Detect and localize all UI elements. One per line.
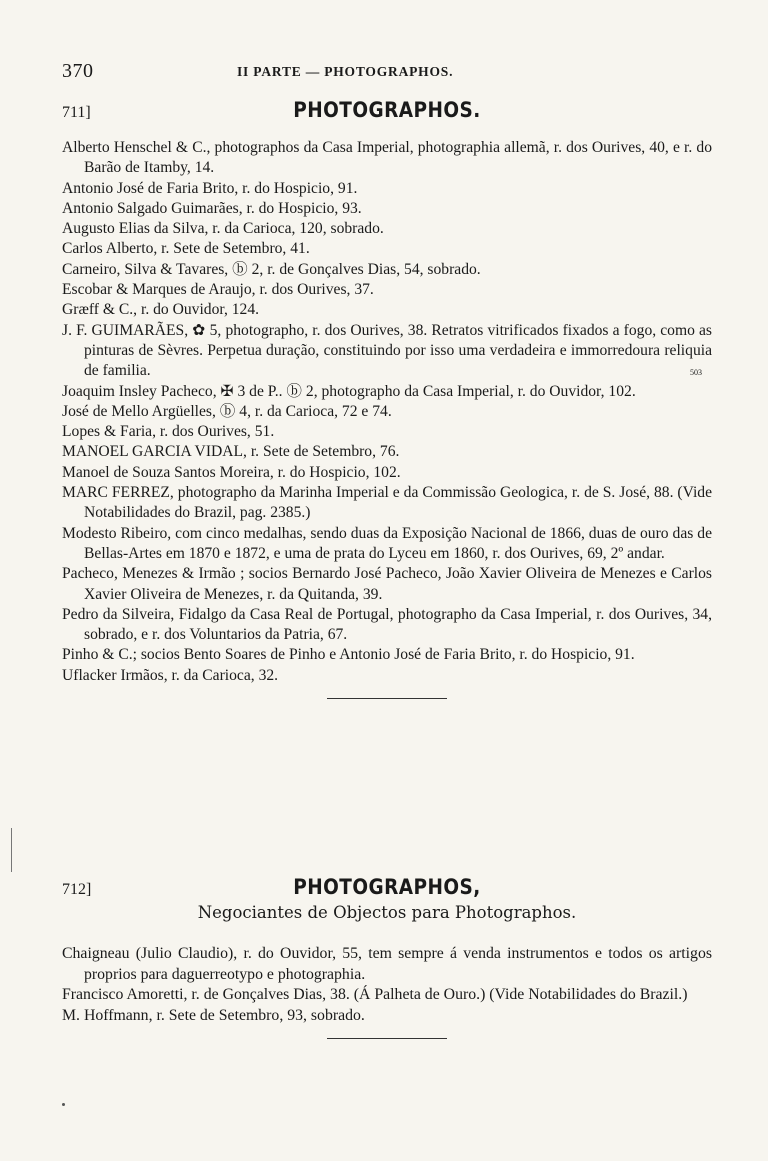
- entry-arguelles: José de Mello Argüelles, ⓑ 4, r. da Carioca, 72 e 74.: [62, 402, 392, 420]
- entry-salgado: Antonio Salgado Guimarães, r. do Hospicio, 93.: [62, 199, 362, 217]
- page-number: 370: [62, 60, 94, 82]
- entry-carlos-alberto: Carlos Alberto, r. Sete de Setembro, 41.: [62, 240, 310, 258]
- section-number: 711]: [62, 104, 91, 121]
- section-712: [62, 873, 712, 1039]
- entry-pinho: Pinho & C.; socios Bento Soares de Pinho e Antonio José de Faria Brito, r. do Hospicio, 91.: [62, 646, 635, 664]
- entry-marc-ferrez: MARC FERREZ, photographo da Marinha Imperial e da Commissão Geologica, r. de S. José, 88. (Vide Notabilidades do Brazil, pag. 2385.): [62, 484, 712, 522]
- ink-speck: [62, 1103, 65, 1106]
- section-711-entries: [62, 138, 712, 686]
- running-header: [62, 60, 712, 86]
- margin-mark: [11, 828, 12, 872]
- entry-hoffmann: M. Hoffmann, r. Sete de Setembro, 93, sobrado.: [62, 1006, 365, 1024]
- entry-uflacker: Uflacker Irmãos, r. da Carioca, 32.: [62, 666, 279, 684]
- section-divider-rule: [327, 698, 447, 699]
- section-711-heading: [62, 96, 712, 130]
- section-title: PHOTOGRAPHOS,: [293, 875, 481, 899]
- entry-modesto-ribeiro: Modesto Ribeiro, com cinco medalhas, sendo duas da Exposição Nacional de 1866, duas de ouro das de Bellas-Artes em 1870 e 1872, e uma de prata do Lyceu em 1860, r. dos Ourives, 69, 2º andar.: [62, 524, 712, 562]
- entry-guimaraes: J. F. GUIMARÃES, ✿ 5, photographo, r. dos Ourives, 38. Retratos vitrificados fixados a fogo, como as pinturas de Sèvres. Perpetua duração, constituindo por isso uma verdadeira e immorredoura reliquia de familia. 503: [62, 321, 712, 380]
- entry-chaigneau: Chaigneau (Julio Claudio), r. do Ouvidor, 55, tem sempre á venda instrumentos e todos os artigos proprios para daguerreotypo e photographia.: [62, 945, 712, 983]
- entry-souza-moreira: Manoel de Souza Santos Moreira, r. do Hospicio, 102.: [62, 463, 401, 481]
- running-title: II PARTE — PHOTOGRAPHOS.: [237, 64, 454, 79]
- section-title: PHOTOGRAPHOS.: [293, 98, 481, 122]
- entry-elias-silva: Augusto Elias da Silva, r. da Carioca, 120, sobrado.: [62, 220, 384, 238]
- entry-escobar: Escobar & Marques de Araujo, r. dos Ourives, 37.: [62, 281, 374, 299]
- entry-guimaraes-text: J. F. GUIMARÃES, ✿ 5, photographo, r. dos Ourives, 38. Retratos vitrificados fixados a fogo, como as pinturas de Sèvres. Perpetua duração, constituindo por isso uma verdadeira e immorredoura reliquia de familia.: [62, 321, 712, 380]
- section-712-heading: [62, 873, 712, 903]
- entry-garcia-vidal: MANOEL GARCIA VIDAL, r. Sete de Setembro, 76.: [62, 443, 400, 461]
- section-subtitle: Negociantes de Objectos para Photographos.: [197, 903, 577, 922]
- entry-pedro-silveira: Pedro da Silveira, Fidalgo da Casa Real de Portugal, photographo da Casa Imperial, r. dos Ourives, 34, sobrado, e r. dos Voluntarios da Patria, 67.: [62, 605, 712, 644]
- entry-graeff: Græff & C., r. do Ouvidor, 124.: [62, 301, 260, 319]
- entry-insley-pacheco: Joaquim Insley Pacheco, ✠ 3 de P.. ⓑ 2, photographo da Casa Imperial, r. do Ouvidor, 102.: [62, 382, 636, 400]
- entry-pacheco-menezes: Pacheco, Menezes & Irmão ; socios Bernardo José Pacheco, João Xavier Oliveira de Menezes e Carlos Xavier Oliveira de Menezes, r. da Quitanda, 39.: [62, 565, 712, 603]
- entry-carneiro: Carneiro, Silva & Tavares, ⓑ 2, r. de Gonçalves Dias, 54, sobrado.: [62, 260, 481, 278]
- entry-faria-brito: Antonio José de Faria Brito, r. do Hospicio, 91.: [62, 179, 358, 197]
- section-number: 712]: [62, 881, 92, 898]
- entry-lopes-faria: Lopes & Faria, r. dos Ourives, 51.: [62, 423, 275, 441]
- section-712-entries: [62, 944, 712, 1026]
- entry-henschel: Alberto Henschel & C., photographos da Casa Imperial, photographia allemã, r. dos Ourives, 40, e r. do Barão de Itamby, 14.: [62, 139, 712, 177]
- end-rule: [327, 1038, 447, 1039]
- entry-amoretti: Francisco Amoretti, r. de Gonçalves Dias, 38. (Á Palheta de Ouro.) (Vide Notabilidades do Brazil.): [62, 986, 688, 1004]
- page-body: [62, 60, 712, 699]
